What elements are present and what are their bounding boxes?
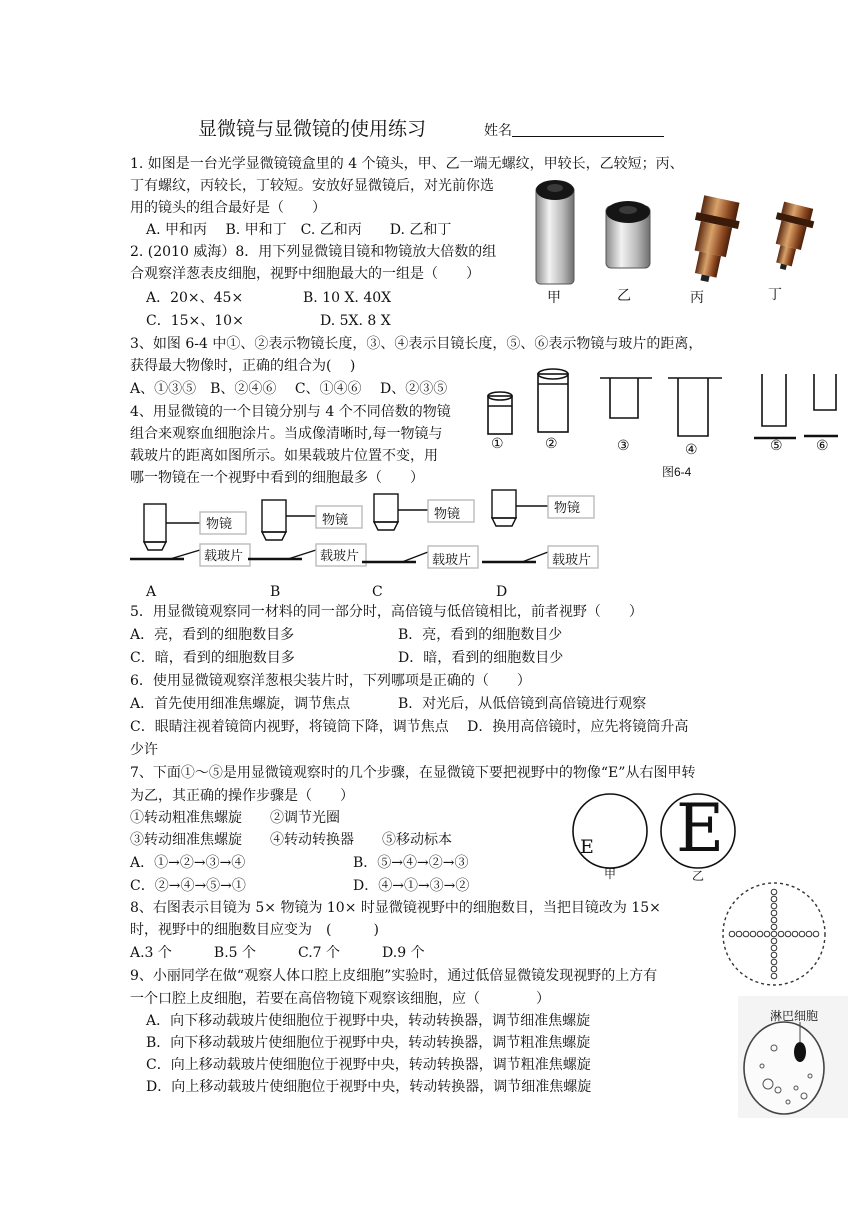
q5-option-b: B．亮，看到的细胞数目少: [398, 627, 563, 643]
lens-ding-image: [764, 201, 817, 274]
fig64-objective-short: [488, 392, 512, 434]
slide-d-label: 载玻片: [552, 552, 592, 567]
q7-line2: 为乙，其正确的操作步骤是（ ）: [130, 788, 354, 804]
lens-yi-label: 乙: [617, 288, 631, 304]
field-yi-letter: E: [676, 790, 725, 867]
objective-letter-d: D: [496, 584, 508, 600]
cell-vertical: [771, 917, 777, 923]
q6-option-a: A．首先使用细准焦螺旋，调节焦点: [130, 696, 351, 712]
slide-b-label: 载玻片: [320, 548, 360, 563]
cell-vertical: [771, 952, 777, 958]
q5-option-d: D．暗，看到的细胞数目少: [398, 650, 564, 666]
q9-option-c: C．向上移动载玻片使细胞位于视野中央，转动转换器，调节粗准焦螺旋: [146, 1057, 591, 1073]
q7-line1: 7、下面①～⑤是用显微镜观察时的几个步骤，在显微镜下要把视野中的物像“E”从右图甲转: [130, 765, 696, 781]
field-yi-label: 乙: [692, 869, 705, 883]
objective-letter-a: A: [146, 584, 157, 600]
q9-option-a: A．向下移动载玻片使细胞位于视野中央，转动转换器，调节细准焦螺旋: [146, 1013, 591, 1029]
cell-horizontal: [771, 931, 777, 937]
fig64-caption: 图6-4: [662, 465, 692, 479]
cell-horizontal: [813, 931, 819, 937]
q8-options: A.3 个 B.5 个 C.7 个 D.9 个: [130, 945, 425, 961]
q5-line1: 5．用显微镜观察同一材料的同一部分时，高倍镜与低倍镜相比，前者视野（ ）: [130, 604, 643, 620]
q9-option-d: D．向上移动载玻片使细胞位于视野中央，转动转换器，调节细准焦螺旋: [146, 1079, 592, 1095]
lens-yi-image: [606, 201, 650, 268]
objective-d-label: 物镜: [554, 500, 581, 515]
q4-line4: 哪一物镜在一个视野中看到的细胞最多（ ）: [130, 470, 424, 486]
q2-option-b: B. 10 X. 40X: [303, 290, 392, 306]
objective-distance-figure: [130, 486, 610, 578]
q8-line1: 8、右图表示目镜为 5× 物镜为 10× 时显微镜视野中的细胞数目，当把目镜改为 15×: [130, 900, 661, 916]
cell-horizontal: [736, 931, 742, 937]
cell-horizontal: [729, 931, 735, 937]
q2-line1: 2. (2010 威海）8．用下列显微镜目镜和物镜放大倍数的组: [130, 244, 497, 260]
fig64-label-2: ②: [545, 436, 558, 452]
cell-vertical: [771, 938, 777, 944]
objective-letter-c: C: [372, 584, 383, 600]
q1-line2: 丁有螺纹，丙较长，丁较短。安放好显微镜后，对光前你选: [130, 178, 494, 194]
cell-horizontal: [785, 931, 791, 937]
cell-count-figure: [716, 880, 858, 986]
q2-option-c: C．15×、10×: [146, 313, 244, 329]
fig64-eyepiece-short: [600, 378, 652, 418]
objective-c-label: 物镜: [434, 506, 461, 521]
name-blank: [512, 136, 664, 137]
q6-line1: 6．使用显微镜观察洋葱根尖装片时，下列哪项是正确的（ ）: [130, 673, 531, 689]
cell-vertical: [771, 896, 777, 902]
q4-line1: 4、用显微镜的一个目镜分别与 4 个不同倍数的物镜: [130, 404, 451, 420]
q7-steps-line1: ①转动粗准焦螺旋 ②调节光圈: [130, 810, 340, 826]
lens-bing-label: 丙: [690, 290, 704, 306]
q4-line2: 组合来观察血细胞涂片。当成像清晰时,每一物镜与: [130, 426, 443, 442]
fig64-label-6: ⑥: [816, 438, 829, 454]
cell-horizontal: [799, 931, 805, 937]
page-title: 显微镜与显微镜的使用练习: [198, 118, 427, 140]
q1-line3: 用的镜头的组合最好是（ ）: [130, 200, 326, 216]
lens-bing-image: [683, 194, 744, 285]
q7-option-a: A．①→②→③→④: [130, 855, 246, 871]
q7-option-b: B．⑤→④→②→③: [353, 855, 469, 871]
q9-option-b: B．向下移动载玻片使细胞位于视野中央，转动转换器，调节粗准焦螺旋: [146, 1035, 591, 1051]
objective-b-label: 物镜: [322, 512, 349, 527]
fig64-objective-long: [538, 369, 568, 432]
q6-option-c-d: C．眼睛注视着镜筒内视野，将镜筒下降，调节焦点 D．换用高倍镜时，应先将镜筒升高: [130, 719, 689, 735]
cell-vertical: [771, 924, 777, 930]
cell-view-circle: [723, 883, 825, 985]
lens-jia-image: [536, 180, 574, 284]
lymphocyte-view-circle: [744, 1022, 824, 1114]
q3-line2: 获得最大物像时，正确的组合为( ): [130, 358, 356, 374]
q7-option-c: C．②→④→⑤→①: [130, 878, 246, 894]
slide-a-label: 载玻片: [204, 548, 244, 563]
fig64-distance-far: [804, 374, 838, 436]
lymphocyte-label: 淋巴细胞: [770, 1009, 819, 1023]
q2-option-d: D. 5X. 8 X: [320, 313, 391, 329]
q9-line1: 9、小丽同学在做“观察人体口腔上皮细胞”实验时，通过低倍显微镜发现视野的上方有: [130, 968, 658, 984]
cell-vertical: [771, 910, 777, 916]
fig64-label-3: ③: [617, 438, 630, 454]
name-label: 姓名: [484, 123, 512, 139]
cell-vertical: [771, 966, 777, 972]
cell-horizontal: [757, 931, 763, 937]
lens-ding-label: 丁: [768, 287, 782, 303]
field-jia-label: 甲: [604, 867, 617, 881]
fig64-label-1: ①: [491, 436, 504, 452]
cell-vertical: [771, 973, 777, 979]
cell-horizontal: [792, 931, 798, 937]
q1-options: A. 甲和丙 B. 甲和丁 C. 乙和丙 D. 乙和丁: [146, 222, 452, 238]
q8-line2: 时，视野中的细胞数目应变为 ( ): [130, 922, 379, 938]
cell-vertical: [771, 959, 777, 965]
fig64-label-5: ⑤: [770, 438, 783, 454]
lens-photos: [528, 176, 828, 306]
q5-option-a: A．亮，看到的细胞数目多: [130, 627, 295, 643]
cell-vertical: [771, 889, 777, 895]
q6-option-b: B．对光后，从低倍镜到高倍镜进行观察: [398, 696, 647, 712]
cell-horizontal: [806, 931, 812, 937]
cell-horizontal: [750, 931, 756, 937]
q7-option-d: D．④→①→③→②: [353, 878, 470, 894]
q2-line2: 合观察洋葱表皮细胞，视野中细胞最大的一组是（ ）: [130, 266, 480, 282]
q1-line1: 1. 如图是一台光学显微镜镜盒里的 4 个镜头，甲、乙一端无螺纹，甲较长，乙较短；丙、: [130, 156, 684, 172]
field-jia-letter: E: [580, 836, 594, 858]
cell-horizontal: [778, 931, 784, 937]
lens-jia-label: 甲: [547, 290, 561, 306]
cell-horizontal: [743, 931, 749, 937]
lymphocyte-cell: [794, 1042, 806, 1062]
fig64-distance-close: [754, 374, 796, 438]
q3-options: A、①③⑤ B、②④⑥ C、①④⑥ D、②③⑤: [130, 381, 448, 397]
slide-c-label: 载玻片: [432, 552, 472, 567]
q2-option-a: A．20×、45×: [146, 290, 244, 306]
q7-steps-line2: ③转动细准焦螺旋 ④转动转换器 ⑤移动标本: [130, 832, 452, 848]
q6-option-d-cont: 少许: [130, 742, 158, 758]
fig64-label-4: ④: [685, 442, 698, 458]
q3-line1: 3、如图 6-4 中①、②表示物镜长度，③、④表示目镜长度，⑤、⑥表示物镜与玻片的距离，: [130, 336, 703, 352]
q9-line2: 一个口腔上皮细胞，若要在高倍物镜下观察该细胞，应（ ）: [130, 991, 550, 1007]
objective-a-label: 物镜: [206, 516, 233, 531]
q4-line3: 载玻片的距离如图所示。如果载玻片位置不变，用: [130, 448, 438, 464]
cell-horizontal: [764, 931, 770, 937]
fig64-eyepiece-long: [668, 378, 722, 436]
cell-vertical: [771, 945, 777, 951]
figure-6-4: [482, 366, 838, 460]
cell-vertical: [771, 903, 777, 909]
q5-option-c: C．暗，看到的细胞数目多: [130, 650, 295, 666]
objective-letter-b: B: [270, 584, 281, 600]
